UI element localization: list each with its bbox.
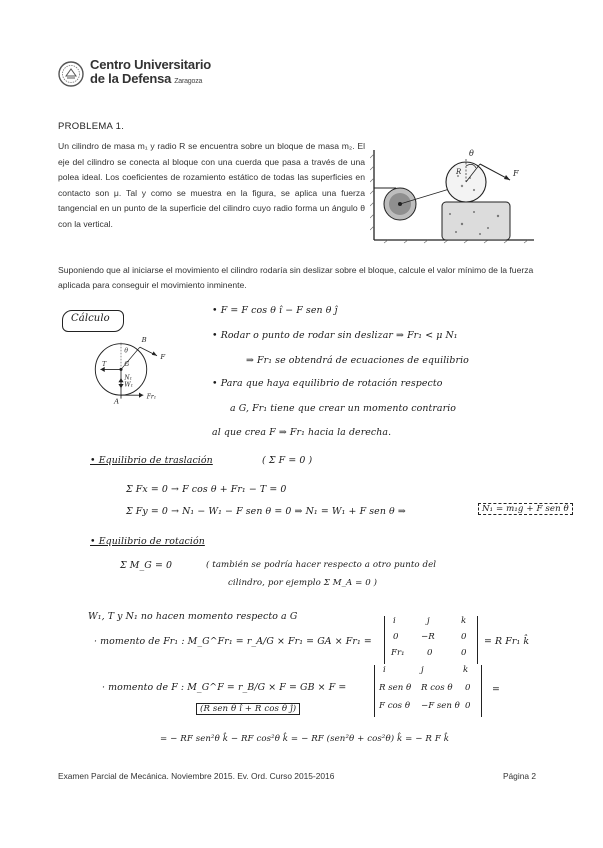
matrix2-cell: F cos θ — [379, 701, 410, 711]
figure-friction: Fr₁ — [146, 393, 157, 401]
moment-fr-line: · momento de Fr₁ : M_G^Fr₁ = r_A/G × Fr₁ = GA × Fr₁ = — [94, 636, 372, 647]
matrix1-cell: 0 — [461, 648, 467, 658]
logo-text — [90, 58, 211, 89]
matrix1-cell: Fr₁ — [391, 648, 405, 658]
logo-line-1: Centro Universitario — [90, 57, 211, 72]
traslation-heading: • Equilibrio de traslación — [90, 455, 213, 466]
statement-figure — [370, 144, 538, 244]
moment-f-result: = − RF sen²θ k̂ − RF cos²θ k̂ = − RF (sen²θ + cos²θ) k̂ = − R F k̂ — [160, 734, 450, 744]
problem-statement — [58, 139, 365, 233]
figure-force-f: F — [160, 353, 166, 362]
footer-exam-info: Examen Parcial de Mecánica. Noviembre 2015. Ev. Ord. Curso 2015-2016 — [58, 771, 335, 781]
solution-line-1: • F = F cos θ î − F sen θ ĵ — [212, 305, 338, 316]
problem-question: Suponiendo que al iniciarse el movimiento el cilindro rodaría sin deslizar sobre el bloque, calcule el valor mínimo de la fuerza aplicada para conseguir el movimiento inminente. — [58, 265, 534, 290]
matrix1-cell: i — [393, 616, 396, 626]
sum-fx-line: Σ Fx = 0 → F cos θ + Fr₁ − T = 0 — [126, 484, 287, 495]
rotation-heading: • Equilibrio de rotación — [90, 536, 205, 547]
logo-line-2-text: de la Defensa — [90, 71, 172, 86]
moment-f-equals: = — [492, 684, 500, 695]
logo-city: Zaragoza — [174, 78, 203, 85]
figure-point-a: A — [114, 397, 120, 406]
moment-f-line: · momento de F : M_G^F = r_B/G × F = GB × F = — [102, 682, 347, 693]
calculo-label: Cálculo — [71, 313, 110, 324]
sum-fy-line: Σ Fy = 0 → N₁ − W₁ − F sen θ = 0 ⇒ N₁ = W₁ + F sen θ ⇒ — [126, 506, 406, 517]
matrix2-cell: k — [463, 665, 469, 675]
university-seal-icon — [58, 61, 84, 87]
figure-normal: N₁ — [124, 374, 133, 382]
moment-fr-result: = R Fr₁ k̂ — [484, 636, 530, 647]
matrix1-cell: 0 — [393, 632, 399, 642]
figure-weight: W₁ — [124, 381, 134, 389]
rotation-note-1: ( también se podría hacer respecto a otro punto del — [206, 560, 437, 570]
matrix2-cell: 0 — [465, 683, 471, 693]
figure-point-g: G — [124, 361, 130, 368]
solution-line-3: ⇒ Fr₁ se obtendrá de ecuaciones de equilibrio — [246, 355, 469, 366]
solution-line-5: a G, Fr₁ tiene que crear un momento contrario — [230, 403, 457, 414]
normal-result-box: N₁ = m₁g + F sen θ — [478, 503, 573, 515]
figure-tension: T — [102, 361, 107, 368]
figure-point-b: B — [141, 336, 147, 344]
no-moment-line: W₁, T y N₁ no hacen momento respecto a G — [88, 611, 298, 622]
solution-line-2: • Rodar o punto de rodar sin deslizar ⇒ Fr₁ < μ N₁ — [212, 330, 458, 341]
rotation-condition: Σ M_G = 0 — [120, 560, 173, 571]
matrix2-cell: 0 — [465, 701, 471, 711]
solution-figure — [62, 330, 192, 420]
footer-page-number: Página 2 — [502, 771, 536, 781]
matrix2-cell: i — [383, 665, 386, 675]
matrix1-cell: 0 — [461, 632, 467, 642]
solution-line-6: al que crea F ⇒ Fr₁ hacia la derecha. — [212, 427, 392, 438]
matrix2-cell: j — [421, 665, 424, 675]
cross-product-matrix-f — [374, 665, 482, 717]
gb-vector: (R sen θ î + R cos θ ĵ) — [196, 703, 300, 715]
matrix1-cell: 0 — [427, 648, 433, 658]
traslation-condition: ( Σ F = 0 ) — [262, 455, 313, 466]
solution-line-4: • Para que haya equilibrio de rotación respecto — [212, 378, 443, 389]
figure-theta-label: θ — [469, 149, 474, 158]
matrix2-cell: R sen θ — [379, 683, 412, 693]
rotation-note-2: cilindro, por ejemplo Σ M_A = 0 ) — [228, 578, 378, 588]
cross-product-matrix-fr — [384, 616, 478, 664]
figure-angle: θ — [124, 347, 129, 355]
matrix2-cell: −F sen θ — [421, 701, 460, 711]
matrix1-cell: −R — [421, 632, 435, 642]
figure-force-label: F — [513, 169, 519, 178]
problem-title: PROBLEMA 1. — [58, 121, 125, 132]
problem-statement-text: Un cilindro de masa m₁ y radio R se encuentra sobre un bloque de masa m₂. El eje del cilindro se conecta al bloque con una cuerda que pasa a través de una polea ideal. Los coeficientes de rozamiento estático de todas las superficies en contacto son μ. Tal y como se muestra en la figura, se aplica una fuerza tangencial en un punto de la superficie del cilindro cuyo radio forma un ángulo θ con la vertical. — [58, 141, 365, 229]
matrix1-cell: k — [461, 616, 467, 626]
matrix1-cell: j — [427, 616, 430, 626]
logo-line-2 — [90, 72, 211, 89]
header — [58, 58, 211, 89]
matrix2-cell: R cos θ — [421, 683, 453, 693]
figure-radius-label: R — [456, 168, 462, 176]
